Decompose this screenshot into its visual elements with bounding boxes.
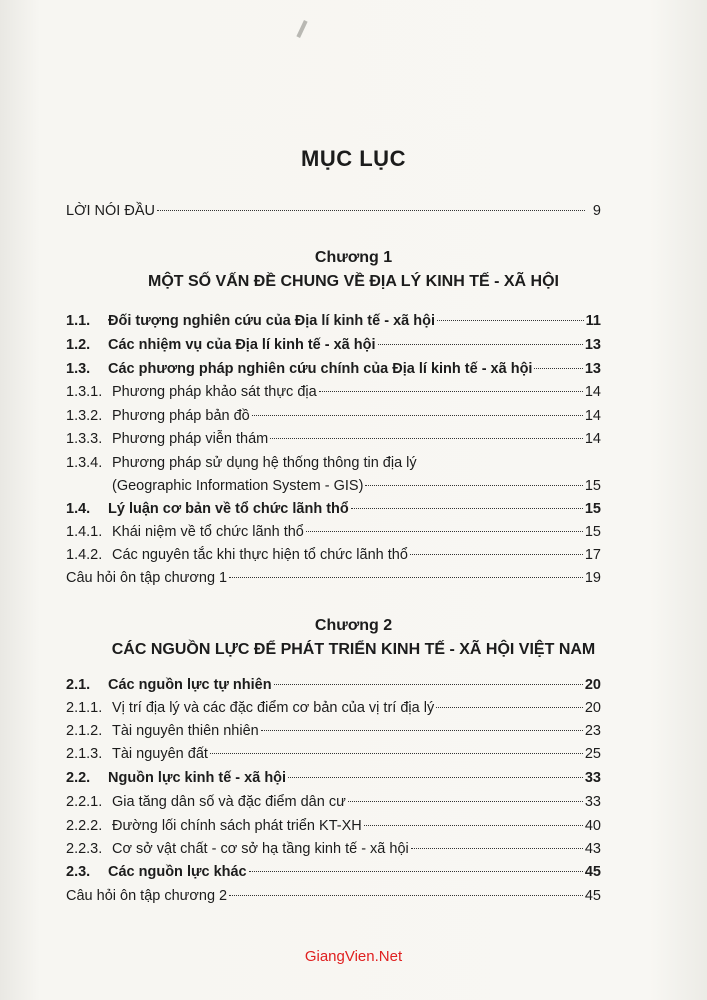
leader-dots	[378, 344, 583, 345]
toc-entry-number: 1.4.1.	[66, 524, 103, 540]
toc-entry-page: 20	[584, 677, 601, 693]
leader-dots	[351, 508, 583, 509]
toc-entry-text: Khái niệm về tổ chức lãnh thổ	[112, 524, 304, 540]
leader-dots	[261, 730, 583, 731]
toc-entry-page: 45	[584, 864, 601, 880]
toc-entry-page: 13	[584, 337, 601, 353]
toc-entry[interactable]	[66, 723, 601, 745]
chapter-1-label: Chương 1	[314, 249, 393, 266]
leader-dots	[274, 684, 583, 685]
toc-entry-number: 2.2.	[66, 770, 91, 786]
toc-entry-text: Cơ sở vật chất - cơ sở hạ tầng kinh tế - xã hội	[112, 841, 409, 857]
toc-entry[interactable]	[66, 313, 601, 335]
page-title: MỤC LỤC	[301, 146, 406, 171]
toc-entry-page: 43	[584, 841, 601, 857]
toc-entry-number: 1.2.	[66, 337, 91, 353]
leader-dots	[306, 531, 583, 532]
toc-entry[interactable]	[66, 501, 601, 523]
toc-entry-review[interactable]	[66, 570, 601, 592]
toc-entry-text: Phương pháp bản đồ	[112, 408, 250, 424]
chapter-1-title: MỘT SỐ VẤN ĐỀ CHUNG VỀ ĐỊA LÝ KINH TẾ - XÃ HỘI	[148, 273, 559, 290]
toc-entry[interactable]	[66, 864, 601, 886]
toc-entry[interactable]	[66, 455, 601, 477]
toc-entry-text: Tài nguyên đất	[112, 746, 208, 762]
toc-entry[interactable]	[66, 337, 601, 359]
toc-entry-page: 11	[585, 313, 601, 329]
toc-entry[interactable]	[66, 408, 601, 430]
toc-entry-preface[interactable]	[66, 203, 601, 225]
leader-dots	[210, 753, 583, 754]
toc-entry-page: 15	[584, 524, 601, 540]
leader-dots	[534, 368, 582, 369]
toc-entry[interactable]	[66, 384, 601, 406]
toc-entry[interactable]	[66, 746, 601, 768]
toc-entry-page: 15	[584, 478, 601, 494]
toc-entry[interactable]	[66, 677, 601, 699]
leader-dots	[410, 554, 583, 555]
toc-entry-number: 2.3.	[66, 864, 91, 880]
toc-entry-page: 14	[584, 384, 601, 400]
toc-entry-page: 25	[584, 746, 601, 762]
toc-entry-page: 33	[584, 794, 601, 810]
toc-entry-text: Nguồn lực kinh tế - xã hội	[108, 770, 287, 786]
toc-entry-page: 15	[584, 501, 601, 517]
toc-entry-number: 1.3.	[66, 361, 91, 377]
toc-entry-text: Các nguyên tắc khi thực hiện tổ chức lãnh thổ	[112, 547, 408, 563]
leader-dots	[157, 210, 585, 211]
chapter-2-label: Chương 2	[314, 617, 393, 634]
toc-entry-number: 1.1.	[66, 313, 91, 329]
toc-entry-text: Tài nguyên thiên nhiên	[112, 723, 259, 739]
toc-entry-page: 17	[584, 547, 601, 563]
toc-entry-number: 2.1.1.	[66, 700, 103, 716]
leader-dots	[348, 801, 583, 802]
toc-entry-text: Các nguồn lực tự nhiên	[108, 677, 272, 693]
toc-entry-text: Phương pháp khảo sát thực địa	[112, 384, 317, 400]
leader-dots	[288, 777, 583, 778]
toc-entry-text: Các phương pháp nghiên cứu chính của Địa lí kinh tế - xã hội	[108, 361, 533, 377]
toc-entry-number: 1.3.1.	[66, 384, 103, 400]
toc-entry-text: Phương pháp viễn thám	[112, 431, 269, 447]
toc-entry-page: 14	[584, 408, 601, 424]
toc-entry-text: Gia tăng dân số và đặc điểm dân cư	[112, 794, 346, 810]
toc-entry[interactable]	[66, 547, 601, 569]
toc-entry-page: 14	[584, 431, 601, 447]
toc-entry-review[interactable]	[66, 888, 601, 910]
toc-entry-number: 2.1.	[66, 677, 91, 693]
toc-entry[interactable]	[66, 841, 601, 863]
toc-entry[interactable]	[66, 700, 601, 722]
toc-entry-number: 1.4.2.	[66, 547, 103, 563]
toc-entry[interactable]	[66, 794, 601, 816]
toc-entry[interactable]	[66, 524, 601, 546]
toc-entry-text: Lý luận cơ bản về tổ chức lãnh thổ	[108, 501, 349, 517]
toc-entry-text: Các nhiệm vụ của Địa lí kinh tế - xã hội	[108, 337, 376, 353]
leader-dots	[436, 707, 583, 708]
leader-dots	[249, 871, 583, 872]
leader-dots	[252, 415, 583, 416]
toc-entry[interactable]	[66, 770, 601, 792]
toc-entry-number: 1.4.	[66, 501, 91, 517]
toc-entry-page: 13	[584, 361, 601, 377]
leader-dots	[365, 485, 582, 486]
toc-entry-number: 2.1.2.	[66, 723, 103, 739]
leader-dots	[319, 391, 583, 392]
toc-entry-page: 19	[584, 570, 601, 586]
toc-entry-number: 1.3.4.	[66, 455, 103, 471]
toc-entry-number: 1.3.2.	[66, 408, 103, 424]
leader-dots	[437, 320, 584, 321]
leader-dots	[229, 895, 583, 896]
toc-entry-page: 20	[584, 700, 601, 716]
toc-entry-number: 2.2.3.	[66, 841, 103, 857]
toc-entry-number: 2.2.2.	[66, 818, 103, 834]
toc-entry-text: Vị trí địa lý và các đặc điểm cơ bản của vị trí địa lý	[112, 700, 435, 716]
toc-entry-text: Các nguồn lực khác	[108, 864, 247, 880]
toc-entry-text: Đối tượng nghiên cứu của Địa lí kinh tế - xã hội	[108, 313, 435, 329]
leader-dots	[364, 825, 583, 826]
toc-entry-text: Câu hỏi ôn tập chương 2	[66, 888, 228, 904]
toc-entry-page: 40	[584, 818, 601, 834]
page-mark	[296, 20, 307, 38]
chapter-2-title: CÁC NGUỒN LỰC ĐỂ PHÁT TRIỂN KINH TẾ - XÃ HỘI VIỆT NAM	[111, 641, 596, 658]
toc-entry[interactable]	[66, 818, 601, 840]
leader-dots	[411, 848, 583, 849]
toc-entry-continuation[interactable]	[112, 478, 601, 500]
toc-entry-page: 45	[584, 888, 601, 904]
toc-entry[interactable]	[66, 361, 601, 383]
leader-dots	[229, 577, 583, 578]
toc-entry-number: 2.1.3.	[66, 746, 103, 762]
toc-entry-page: 23	[584, 723, 601, 739]
leader-dots	[270, 438, 583, 439]
toc-entry-text: Đường lối chính sách phát triển KT-XH	[112, 818, 362, 834]
toc-entry-text: Câu hỏi ôn tập chương 1	[66, 570, 228, 586]
toc-entry-text: LỜI NÓI ĐẦU	[66, 203, 155, 219]
toc-entry-page: 9	[592, 203, 601, 219]
toc-entry-number: 1.3.3.	[66, 431, 103, 447]
watermark: GiangVien.Net	[304, 948, 403, 965]
toc-entry-text: Phương pháp sử dụng hệ thống thông tin địa lý	[112, 455, 417, 471]
toc-entry-number: 2.2.1.	[66, 794, 103, 810]
toc-entry-page: 33	[584, 770, 601, 786]
toc-entry-text: (Geographic Information System - GIS)	[112, 478, 364, 494]
toc-entry[interactable]	[66, 431, 601, 453]
